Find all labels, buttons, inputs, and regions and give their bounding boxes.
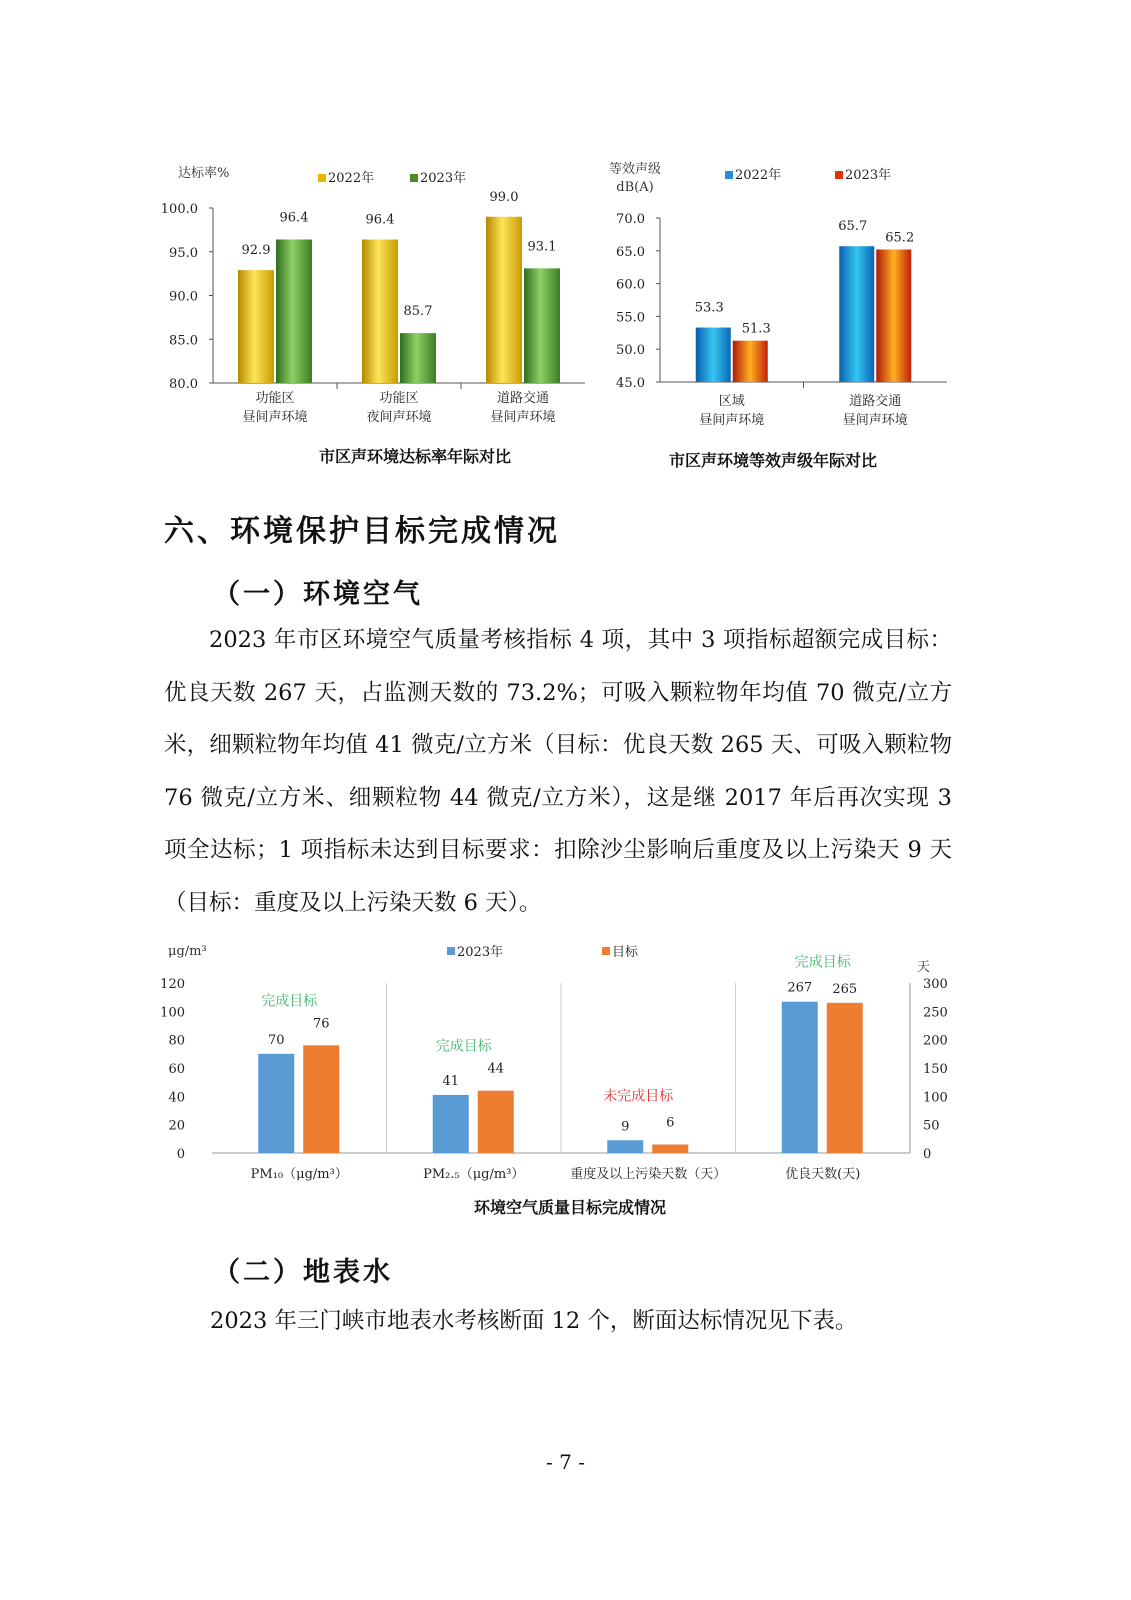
data-label: 9 [621,1119,630,1135]
x-tick-label: 功能区 [379,391,419,406]
data-label: 51.3 [741,321,771,337]
bar [876,249,911,382]
legend-swatch [318,174,326,182]
legend-swatch [602,947,610,955]
bar [303,1045,339,1153]
bar [362,240,398,384]
legend-label: 2023年 [457,945,504,960]
page-number: - 7 - [546,1450,585,1474]
bar [652,1145,688,1154]
data-label: 92.9 [241,243,271,259]
y-tick-label: 120 [160,977,185,992]
x-tick-label: PM₂.₅（μg/m³） [423,1167,525,1182]
x-tick-label: 功能区 [255,391,295,406]
bar [733,341,768,382]
y-axis-title: 等效声级 [608,162,662,177]
y-axis-title: μg/m³ [168,944,207,959]
chart2-caption: 市区声环境等效声级年际对比 [668,451,877,470]
y2-tick-label: 50 [923,1118,940,1134]
y-tick-label: 90.0 [169,289,198,305]
x-tick-label: 昼间声环境 [842,413,908,428]
legend-label: 2023年 [420,171,467,186]
x-tick-label: 优良天数(天) [785,1167,861,1182]
bar [478,1091,514,1153]
legend-swatch [835,171,843,179]
bar [839,246,874,382]
data-label: 44 [487,1061,505,1077]
noise-compliance-rate-chart [150,150,600,440]
legend-swatch [410,174,418,182]
x-tick-label: 道路交通 [849,394,902,409]
legend-label: 2022年 [735,168,782,183]
data-label: 70 [267,1032,285,1048]
bar [400,333,436,383]
legend-swatch [447,947,455,955]
y-tick-label: 80.0 [169,377,198,392]
y-axis-title: 达标率% [178,166,230,181]
water-paragraph: 2023 年三门峡市地表水考核断面 12 个，断面达标情况见下表。 [210,1308,858,1334]
y2-tick-label: 0 [923,1147,932,1162]
section-title: 六、环境保护目标完成情况 [164,514,560,549]
x-tick-label: PM₁₀（μg/m³） [250,1167,348,1182]
y2-tick-label: 150 [923,1062,948,1077]
x-tick-label: 重度及以上污染天数（天） [570,1167,727,1182]
bar [524,268,560,383]
y-tick-label: 85.0 [169,333,198,349]
data-label: 85.7 [403,304,433,320]
data-label: 265 [832,981,858,997]
status-annotation: 完成目标 [435,1038,492,1055]
bar [827,1003,863,1153]
y-tick-label: 60 [168,1062,185,1077]
y-tick-label: 20 [168,1118,185,1134]
y-tick-label: 95.0 [169,245,198,261]
y-tick-label: 55.0 [616,310,645,326]
y-tick-label: 65.0 [616,244,645,260]
data-label: 41 [442,1073,460,1089]
y2-tick-label: 100 [923,1090,948,1106]
legend-swatch [725,171,733,179]
x-tick-label: 昼间声环境 [242,410,308,425]
x-tick-label: 区域 [718,394,745,409]
x-tick-label: 昼间声环境 [490,410,556,425]
legend-label: 目标 [612,945,639,960]
bar [433,1095,469,1153]
x-tick-label: 昼间声环境 [699,413,765,428]
noise-level-chart [595,150,975,440]
bar [782,1002,818,1153]
y2-tick-label: 300 [923,977,948,992]
y-tick-label: 100.0 [160,202,198,217]
chart1-caption: 市区声环境达标率年际对比 [318,447,511,466]
y-tick-label: 80 [168,1033,185,1049]
y-tick-label: 40 [168,1090,185,1106]
y-tick-label: 60.0 [616,277,645,293]
data-label: 65.7 [838,219,868,235]
data-label: 99.0 [489,189,519,205]
y-tick-label: 100 [160,1005,185,1021]
y-tick-label: 0 [176,1147,185,1162]
air-quality-target-chart [150,935,980,1195]
subsection-title-air: （一）环境空气 [213,579,423,610]
y2-tick-label: 250 [923,1005,948,1021]
bar [276,240,312,384]
data-label: 53.3 [694,300,724,316]
y-tick-label: 45.0 [616,376,645,391]
bar [607,1140,643,1153]
bar [696,328,731,382]
legend-label: 2022年 [328,171,375,186]
y-axis-title: dB(A) [616,180,654,195]
x-tick-label: 道路交通 [496,391,550,406]
y2-tick-label: 200 [923,1033,948,1049]
bar [258,1054,294,1153]
data-label: 267 [787,980,813,996]
data-label: 96.4 [365,212,395,228]
data-label: 96.4 [279,210,309,226]
data-label: 93.1 [527,239,557,255]
x-tick-label: 夜间声环境 [366,410,432,425]
y-tick-label: 70.0 [616,212,645,227]
status-annotation: 完成目标 [794,954,851,971]
bar [486,217,522,383]
status-annotation: 未完成目标 [603,1088,674,1105]
legend-label: 2023年 [845,168,892,183]
chart3-caption: 环境空气质量目标完成情况 [473,1198,666,1217]
subsection-title-water: （二）地表水 [213,1257,393,1288]
y-tick-label: 50.0 [616,343,645,359]
data-label: 65.2 [885,230,915,246]
status-annotation: 完成目标 [261,993,318,1010]
bar [238,270,274,383]
y2-axis-title: 天 [917,960,931,975]
air-paragraph: 2023 年市区环境空气质量考核指标 4 项，其中 3 项指标超额完成目标：优良天数 267 天，占监测天数的 73.2%；可吸入颗粒物年均值 70 微克/立方米，细颗粒物年均值 41 微克/立方米（目标：优良天数 265 天、可吸入颗粒物 76 微克/立方米、细颗粒物 44 微克/立方米），这是继 2017 年后再次实现 3 项全达标；1 项指标未达到目标要求：扣除沙尘影响后重度及以上污染天 9 天（目标：重度及以上污染天数 6 天）。 [164,627,952,916]
data-label: 76 [312,1016,330,1032]
data-label: 6 [666,1115,675,1131]
